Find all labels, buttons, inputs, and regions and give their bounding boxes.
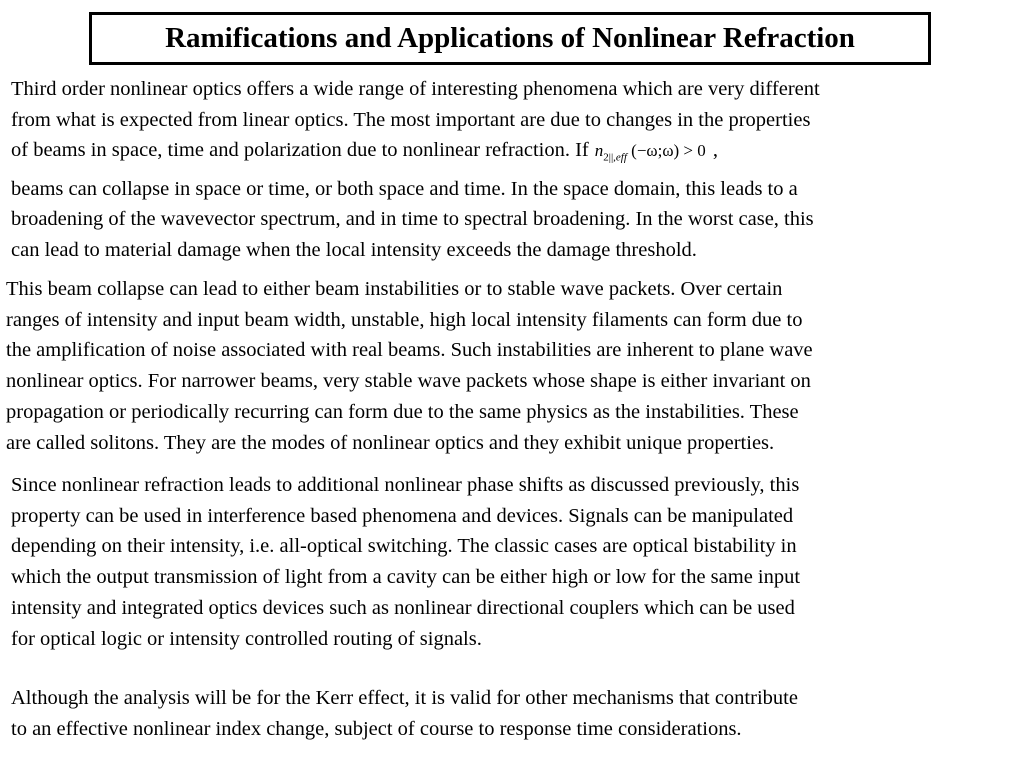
text-line: are called solitons. They are the modes of nonlinear optics and they exhibit unique properties.: [6, 431, 775, 454]
text-line-with-math: [11, 135, 820, 173]
paragraph-kerr-effect: [11, 683, 798, 744]
math-symbol: n: [594, 141, 604, 161]
text-line: intensity and integrated optics devices such as nonlinear directional couplers which can be used: [11, 596, 795, 619]
math-args: (−ω;ω) > 0: [631, 141, 706, 161]
paragraph-phase-shifts: [11, 470, 800, 654]
math-subscript-eff: eff: [615, 151, 627, 164]
slide-title: Ramifications and Applications of Nonlinear Refraction: [165, 22, 855, 54]
text-line: Since nonlinear refraction leads to additional nonlinear phase shifts as discussed previously, this: [11, 474, 800, 496]
text-line: broadening of the wavevector spectrum, and in time to spectral broadening. In the worst case, this: [11, 208, 814, 231]
text-line: of beams in space, time and polarization due to nonlinear refraction. If: [11, 139, 589, 162]
text-line: propagation or periodically recurring can form due to the same physics as the instabilities. These: [6, 400, 799, 423]
paragraph-beam-collapse: [6, 274, 813, 458]
text-line: Third order nonlinear optics offers a wide range of interesting phenomena which are very different: [11, 78, 820, 100]
text-line: depending on their intensity, i.e. all-optical switching. The classic cases are optical bistability in: [11, 535, 797, 558]
text-line: This beam collapse can lead to either beam instabilities or to stable wave packets. Over certain: [6, 278, 783, 300]
text-line: property can be used in interference based phenomena and devices. Signals can be manipulated: [11, 504, 794, 527]
nonlinear-index-expression: [594, 141, 706, 164]
text-line: nonlinear optics. For narrower beams, very stable wave packets whose shape is either invariant on: [6, 370, 811, 393]
text-line: the amplification of noise associated with real beams. Such instabilities are inherent to plane wave: [6, 339, 813, 362]
paragraph-intro: [11, 74, 820, 266]
math-trailing-comma: ,: [707, 139, 719, 162]
text-line: from what is expected from linear optics. The most important are due to changes in the properties: [11, 108, 811, 131]
text-line: beams can collapse in space or time, or both space and time. In the space domain, this leads to a: [11, 177, 798, 200]
text-line: Although the analysis will be for the Kerr effect, it is valid for other mechanisms that contribute: [11, 687, 798, 709]
math-subscript: 2||,: [603, 151, 616, 164]
title-box: [89, 12, 931, 65]
text-line: for optical logic or intensity controlled routing of signals.: [11, 627, 482, 650]
text-line: which the output transmission of light from a cavity can be either high or low for the same input: [11, 566, 801, 589]
text-line: to an effective nonlinear index change, subject of course to response time considerations.: [11, 717, 742, 740]
text-line: can lead to material damage when the local intensity exceeds the damage threshold.: [11, 238, 697, 261]
text-line: ranges of intensity and input beam width, unstable, high local intensity filaments can form due to: [6, 308, 803, 331]
